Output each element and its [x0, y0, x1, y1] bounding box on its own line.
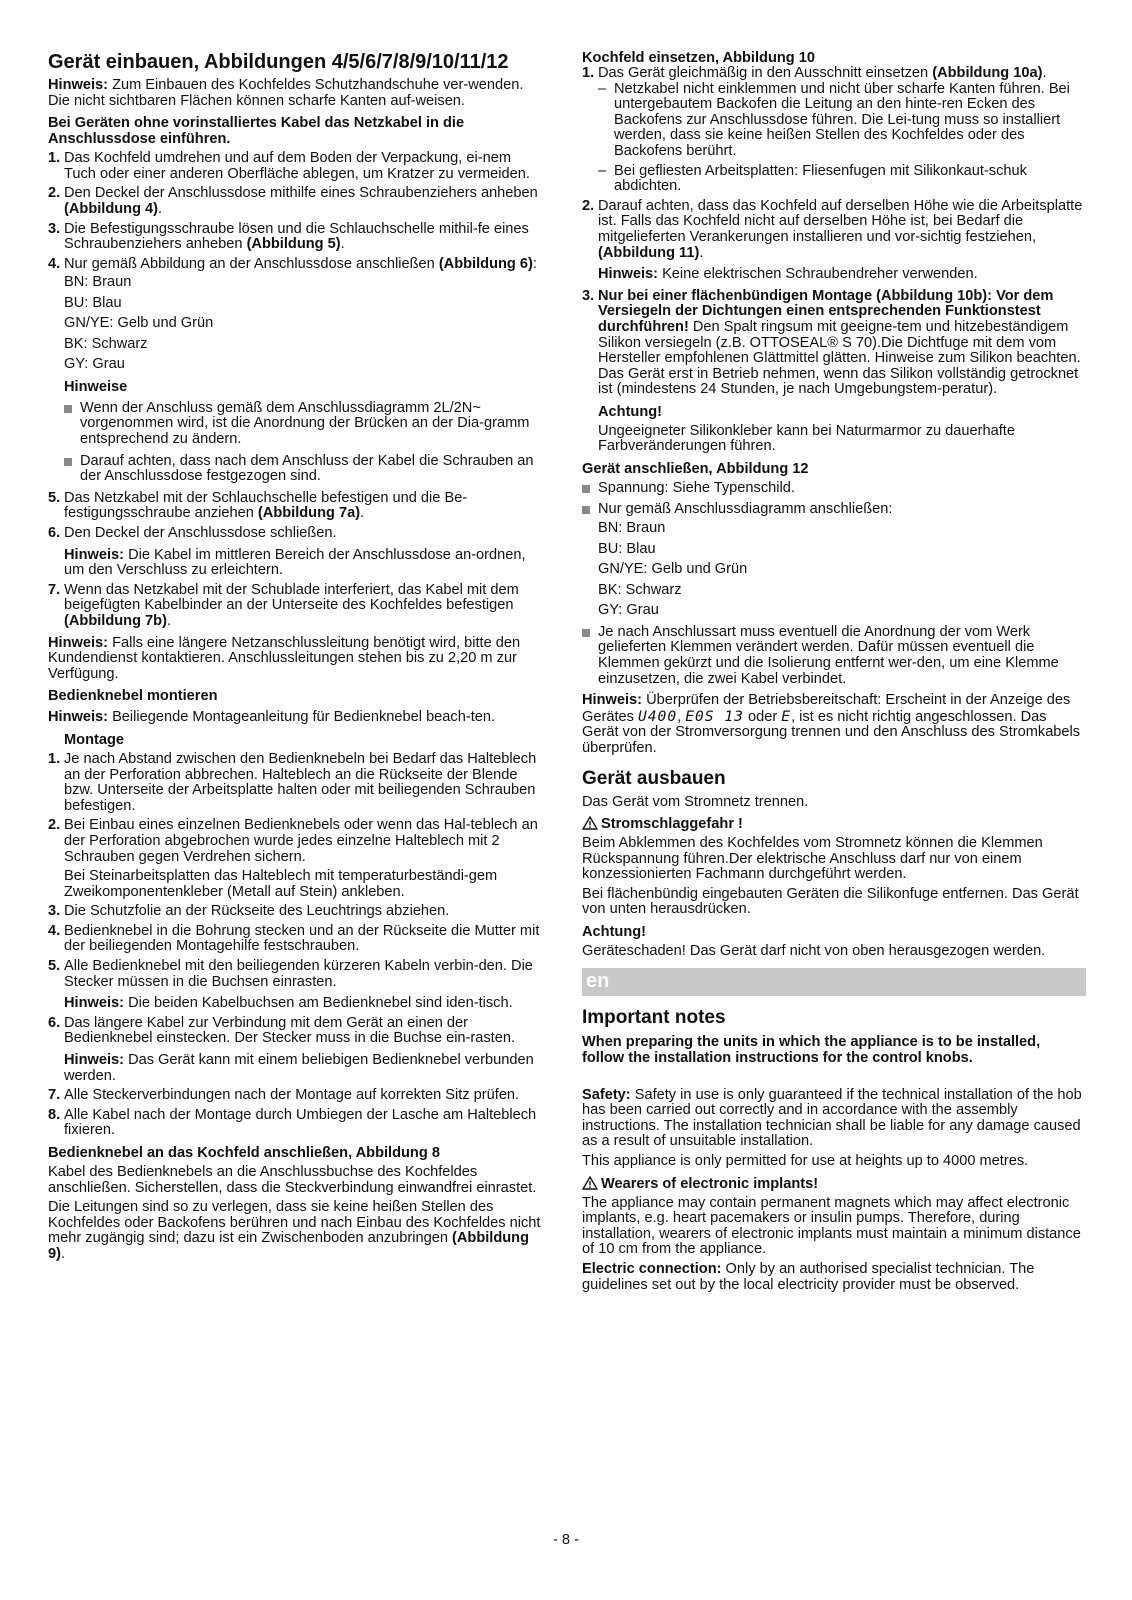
step-bold-text: Nur bei einer flächenbündigen Montage (Abbildung 10b): Vor dem Versiegeln der Dichtungen einen entsprechenden Funktionstest durchführen!	[598, 287, 1054, 335]
montage-step-7	[48, 1088, 546, 1104]
dash-marker: –	[598, 80, 607, 97]
wire-color: GN/YE: Gelb und Grün	[64, 315, 214, 332]
subsection-heading: Kochfeld einsetzen, Abbildung 10	[582, 50, 815, 66]
dash-marker: –	[598, 162, 607, 179]
bullet-text: Spannung: Siehe Typenschild.	[598, 480, 795, 497]
wire-color: GY: Grau	[598, 602, 659, 619]
montage-step-2	[48, 818, 546, 865]
step-text: Bedienknebel in die Bohrung stecken und an der Rückseite die Mutter mit der beiliegenden Montagehilfe festschrauben.	[64, 922, 540, 955]
warning-title: Stromschlaggefahr !	[601, 816, 743, 833]
step-extra: Bei Steinarbeitsplatten das Halteblech mit temperaturbeständi-gem Zweikomponentenkleber (Metall auf Stein) ankleben.	[64, 868, 498, 900]
wire-color: BN: Braun	[64, 274, 132, 291]
elec-label: Electric connection:	[582, 1261, 722, 1277]
figure-ref: (Abbildung 10a)	[932, 65, 1043, 81]
wire-color-list	[48, 272, 546, 375]
step-number: 3.	[582, 287, 595, 304]
hinweis-label: Hinweis:	[48, 634, 109, 651]
bullet-text: Nur gemäß Anschlussdiagramm anschließen:	[598, 500, 893, 517]
subsection-heading: Bedienknebel an das Kochfeld anschließen, Abbildung 8	[48, 1145, 440, 1161]
step-text: Das Netzkabel mit der Schlauchschelle befestigen und die Be-festigungsschraube anziehen	[64, 489, 468, 522]
safety-paragraph	[582, 1088, 1086, 1150]
bullet-item	[582, 502, 1086, 519]
figure-ref: (Abbildung 4)	[64, 200, 159, 217]
wire-color: BU: Blau	[598, 540, 656, 557]
achtung-text: Geräteschaden! Das Gerät darf nicht von oben herausgezogen werden.	[582, 943, 1046, 960]
paragraph-end: .	[60, 1245, 66, 1262]
figure-ref: (Abbildung 7a)	[257, 505, 361, 522]
montage-step-8	[48, 1108, 546, 1139]
hinweise-item	[48, 454, 546, 485]
warning-heading	[582, 1176, 1086, 1192]
hinweis-label: Hinweis:	[48, 709, 109, 726]
hinweis-label: Hinweis:	[48, 77, 109, 93]
hinweis-paragraph	[582, 267, 1086, 283]
separator: ,	[677, 708, 686, 725]
warning-triangle-icon	[582, 1176, 598, 1190]
subsection-heading: Bedienknebel montieren	[48, 688, 218, 705]
step-text: Die Befestigungsschraube lösen und die Schlauchschelle mithil-fe eines Schraubenziehers anheben	[64, 220, 529, 253]
dash-text: Bei gefliesten Arbeitsplatten: Fliesenfugen mit Silikonkaut-schuk abdichten.	[614, 162, 1027, 195]
subsection-heading: Gerät anschließen, Abbildung 12	[582, 461, 809, 478]
figure-ref: (Abbildung 9)	[48, 1230, 530, 1262]
bullet-square-icon	[64, 405, 72, 413]
step-text: Alle Steckerverbindungen nach der Montage auf korrekten Sitz prüfen.	[64, 1087, 520, 1104]
step-5	[48, 491, 546, 522]
step-number: 7.	[48, 1087, 61, 1104]
wire-color: BK: Schwarz	[598, 581, 682, 598]
separator: oder	[743, 708, 782, 725]
step-7	[48, 583, 546, 630]
step-end: .	[1042, 65, 1047, 81]
achtung-heading: Achtung!	[582, 924, 647, 941]
wire-color: BN: Braun	[598, 520, 666, 537]
step-number: 5.	[48, 489, 61, 506]
step-number: 6.	[48, 525, 61, 541]
hinweis-paragraph	[48, 710, 546, 726]
bullet-square-icon	[582, 629, 590, 637]
achtung-heading: Achtung!	[598, 403, 663, 420]
figure-ref: (Abbildung 11)	[598, 244, 700, 261]
bullet-square-icon	[582, 506, 590, 514]
bullet-item	[582, 481, 1086, 498]
step-number: 3.	[48, 903, 61, 920]
step-text: Darauf achten, dass das Kochfeld auf derselben Höhe wie die Arbeitsplatte ist. Falls das Kochfeld nicht auf derselben Höhe ist, bei Bedarf die mitgelieferten Verankerungen installieren und vor-sichtig festziehen,	[598, 197, 1083, 245]
step-text: Das Gerät gleichmäßig in den Ausschnitt einsetzen	[598, 65, 933, 81]
language-bar	[582, 968, 1086, 996]
safety-text: Safety in use is only guaranteed if the technical installation of the hob has been carried out correctly and in accordance with the assembly instructions. The installation technician shall be liable for any damage caused as a result of unsuitable installation.	[582, 1086, 1082, 1150]
step-text: Bei Einbau eines einzelnen Bedienknebels oder wenn das Hal-teblech an der Perforation abgebrochen wurde jedes einzelne Halteblech mit 2 Schrauben gegen Verdrehen sichern.	[64, 817, 538, 865]
step-end: .	[699, 244, 704, 261]
step-end: .	[166, 612, 172, 629]
dash-text: Netzkabel nicht einklemmen und nicht über scharfe Kanten führen. Bei untergebautem Backofen die Leitung an den hinte-ren Ecken des Backofens zur Anschlussdose führen. Die Lei-tung muss so installiert werden, dass sie keine heißen Stellen des Kochfeldes oder des Backofens berührt.	[614, 80, 1070, 159]
bold-note: Bei Geräten ohne vorinstalliertes Kabel das Netzkabel in die Anschlussdose einführen.	[48, 115, 465, 148]
step-text: Den Deckel der Anschlussdose schließen.	[64, 525, 337, 541]
step-3	[48, 222, 546, 253]
paragraph: Beim Abklemmen des Kochfeldes vom Stromnetz können die Klemmen Rückspannung führen.Der elektrische Anschluss darf nur von einem konzessionierten Fachmann durchgeführt werden.	[582, 835, 1043, 883]
figure-ref: (Abbildung 6)	[438, 255, 533, 272]
section-heading: Gerät ausbauen	[582, 767, 726, 789]
language-code: en	[586, 969, 610, 992]
step-number: 3.	[48, 220, 61, 237]
paragraph	[582, 1262, 1086, 1293]
step-text: Nur gemäß Abbildung an der Anschlussdose anschließen	[64, 255, 439, 272]
step-1	[48, 151, 546, 182]
step-number: 7.	[48, 581, 61, 598]
paragraph: Kabel des Bedienknebels an die Anschlussbuchse des Kochfeldes anschließen. Sicherstellen, dass die Steckverbindung einwandfrei einrastet.	[48, 1164, 537, 1196]
wire-color: GY: Grau	[64, 356, 125, 373]
hinweis-paragraph	[48, 636, 546, 683]
paragraph	[48, 1200, 546, 1262]
step-text: Das Kochfeld umdrehen und auf dem Boden der Verpackung, ei-nem Tuch oder einer anderen Oberfläche ablegen, um Kratzer zu vermeiden.	[64, 150, 530, 182]
step-number: 1.	[48, 150, 61, 167]
step-number: 1.	[48, 750, 61, 767]
step-end: .	[340, 236, 345, 253]
step-number: 4.	[48, 922, 61, 939]
wire-color-list	[582, 518, 1086, 621]
warning-title: Wearers of electronic implants!	[601, 1175, 819, 1192]
safety-label: Safety:	[582, 1086, 631, 1103]
figure-ref: (Abbildung 7b)	[64, 612, 167, 629]
step-text: Alle Bedienknebel mit den beiliegenden kürzeren Kabeln verbin-den. Die Stecker müssen in die Buchsen einrasten.	[64, 958, 533, 990]
step-number: 4.	[48, 255, 61, 272]
step-end: :	[532, 255, 537, 272]
hinweis-text: Beiliegende Montageanleitung für Bedienknebel beach-ten.	[108, 709, 496, 726]
hinweise-text: Darauf achten, dass nach dem Anschluss der Kabel die Schrauben an der Anschlussdose festgezogen sind.	[80, 452, 534, 485]
hinweis-paragraph	[48, 78, 546, 109]
display-code: E	[781, 707, 792, 725]
bullet-square-icon	[64, 458, 72, 466]
bullet-square-icon	[582, 485, 590, 493]
step-text: Das längere Kabel zur Verbindung mit dem Gerät an einen der Bedienknebel einstecken. Der Stecker muss in die Buchse ein-rasten.	[64, 1014, 516, 1047]
elec-text: Only by an authorised specialist technician. The guidelines set out by the local electricity provider must be observed.	[582, 1261, 1035, 1293]
hinweis-text: Falls eine längere Netzanschlussleitung benötigt wird, bitte den Kundendienst kontaktieren. Anschlussleitungen stehen bis zu 2,20 m zur Verfügung.	[48, 634, 521, 682]
bullet-item	[582, 625, 1086, 687]
figure-ref: (Abbildung 5)	[246, 236, 341, 253]
step-number: 2.	[48, 185, 61, 202]
hinweis-text: Zum Einbauen des Kochfeldes Schutzhandschuhe ver-wenden. Die nicht sichtbaren Flächen können scharfe Kanten auf-weisen.	[48, 77, 524, 109]
hinweis-text: Das Gerät kann mit einem beliebigen Bedienknebel verbunden werden.	[64, 1052, 534, 1084]
montage-heading: Montage	[64, 731, 124, 748]
dash-item	[582, 164, 1086, 195]
step-end: .	[158, 200, 163, 217]
warning-heading	[582, 816, 1086, 832]
hinweise-item	[48, 401, 546, 448]
left-column	[48, 50, 546, 1263]
paragraph: Das Gerät vom Stromnetz trennen.	[582, 793, 809, 810]
paragraph: Bei flächenbündig eingebauten Geräten die Silikonfuge entfernen. Das Gerät von unten herausdrücken.	[582, 885, 1079, 918]
step-text: Alle Kabel nach der Montage durch Umbiegen der Lasche am Halteblech fixieren.	[64, 1106, 537, 1139]
step-number: 5.	[48, 958, 61, 975]
step-2	[582, 199, 1086, 261]
section-title: Gerät einbauen, Abbildungen 4/5/6/7/8/9/10/11/12	[48, 51, 509, 73]
step-number: 6.	[48, 1014, 61, 1031]
hinweis-label: Hinweis:	[598, 266, 659, 283]
montage-step-4	[48, 924, 546, 955]
paragraph: This appliance is only permitted for use at heights up to 4000 metres.	[582, 1153, 1029, 1170]
hinweis-paragraph	[582, 693, 1086, 756]
bullet-text: Je nach Anschlussart muss eventuell die Anordnung der vom Werk gelieferten Klemmen verändert werden. Dafür müssen eventuell die Klemmen gekürzt und die Isolierung entfernt wer-den, um eine Klemme einzusetzen, die zwei Kabel verbindet.	[598, 623, 1059, 687]
step-text: Den Deckel der Anschlussdose mithilfe eines Schraubenziehers anheben	[64, 185, 538, 202]
montage-step-1	[48, 752, 546, 814]
right-column	[582, 50, 1086, 1293]
warning-triangle-icon	[582, 816, 598, 830]
hinweis-text: Die beiden Kabelbuchsen am Bedienknebel sind iden-tisch.	[124, 995, 513, 1012]
step-text: Wenn das Netzkabel mit der Schublade interferiert, das Kabel mit dem beigefügten Kabelbinder an der Unterseite des Kochfeldes befestigen	[64, 581, 519, 614]
step-number: 2.	[48, 817, 61, 834]
paragraph-text: Die Leitungen sind so zu verlegen, dass sie keine heißen Stellen des Kochfeldes oder Backofens berühren und nach Einbau des Kochfeldes nicht mehr zugängig sind; dazu ist ein Zwischenboden anzubringen	[48, 1199, 541, 1247]
hinweis-text: Überprüfen der Betriebsbereitschaft: Erscheint in der Anzeige des Gerätes	[582, 692, 1071, 725]
paragraph: The appliance may contain permanent magnets which may affect electronic implants, e.g. heart pacemakers or insulin pumps. Therefore, during installation, wearers of electronic implants must maintain a minimum distance of 10 cm from the appliance.	[582, 1194, 1081, 1258]
montage-step-3	[48, 904, 546, 920]
hinweis-label: Hinweis:	[64, 1052, 125, 1069]
step-end: .	[360, 505, 365, 522]
hinweise-heading: Hinweise	[64, 378, 128, 395]
wire-color: BU: Blau	[64, 294, 122, 311]
hinweis-text: Die Kabel im mittleren Bereich der Anschlussdose an-ordnen, um den Verschluss zu erleichtern.	[64, 546, 526, 579]
hinweis-paragraph	[48, 1053, 546, 1084]
step-number: 2.	[582, 197, 595, 214]
display-code: E0S 13	[685, 707, 744, 725]
section-heading: Important notes	[582, 1006, 726, 1028]
hinweise-text: Wenn der Anschluss gemäß dem Anschlussdiagramm 2L/2N~ vorgenommen wird, ist die Anordnung der Brücken an der Dia-gramm entsprechend zu ändern.	[80, 399, 530, 448]
montage-step-6	[48, 1016, 546, 1047]
step-1	[582, 66, 1086, 82]
step-3	[582, 289, 1086, 398]
wire-color: GN/YE: Gelb und Grün	[598, 561, 748, 578]
hinweis-label: Hinweis:	[64, 995, 125, 1012]
display-code: U400	[637, 707, 678, 725]
hinweis-text: Keine elektrischen Schraubendreher verwenden.	[658, 266, 978, 283]
achtung-text: Ungeeigneter Silikonkleber kann bei Naturmarmor zu dauerhafte Farbveränderungen führen.	[598, 422, 1015, 455]
hinweis-text: , ist es nicht richtig angeschlossen. Das Gerät von der Stromversorgung trennen und den Anschluss des Stromkabels überprüfen.	[582, 708, 1081, 756]
step-6	[48, 526, 546, 542]
step-4	[48, 257, 546, 273]
step-text: Die Schutzfolie an der Rückseite des Leuchtrings abziehen.	[64, 903, 450, 920]
step-text: Den Spalt ringsum mit geeigne-tem und hitzebeständigem Silikon versiegeln (z.B. OTTOSEAL® S 70).Die Dichtfuge mit dem vom Hersteller empfohlenen Glättmittel glätten. Hinweise zum Silikon beachten. Das Gerät erst in Betrieb nehmen, wenn das Silikon vollständig getrocknet ist (mindestens 24 Stunden, je nach Umgebungstem-peratur).	[598, 318, 1081, 398]
hinweis-paragraph	[48, 548, 546, 579]
wire-color: BK: Schwarz	[64, 335, 148, 352]
dash-item	[582, 82, 1086, 160]
hinweis-paragraph	[48, 996, 546, 1012]
page-number: - 8 -	[553, 1532, 579, 1548]
hinweis-label: Hinweis:	[64, 546, 125, 563]
step-text: Je nach Abstand zwischen den Bedienknebeln bei Bedarf das Halteblech an der Perforation abbrechen. Halteblech an die Rückseite der Blende bzw. Unterseite der Arbeitsplatte halten oder mit beiliegenden Schrauben befestigen.	[64, 750, 537, 814]
hinweis-label: Hinweis:	[582, 692, 643, 709]
bold-note: When preparing the units in which the appliance is to be installed, follow the installation instructions for the control knobs.	[582, 1033, 1041, 1066]
step-2	[48, 186, 546, 217]
step-number: 1.	[582, 65, 595, 81]
step-number: 8.	[48, 1106, 61, 1123]
montage-step-5	[48, 959, 546, 990]
